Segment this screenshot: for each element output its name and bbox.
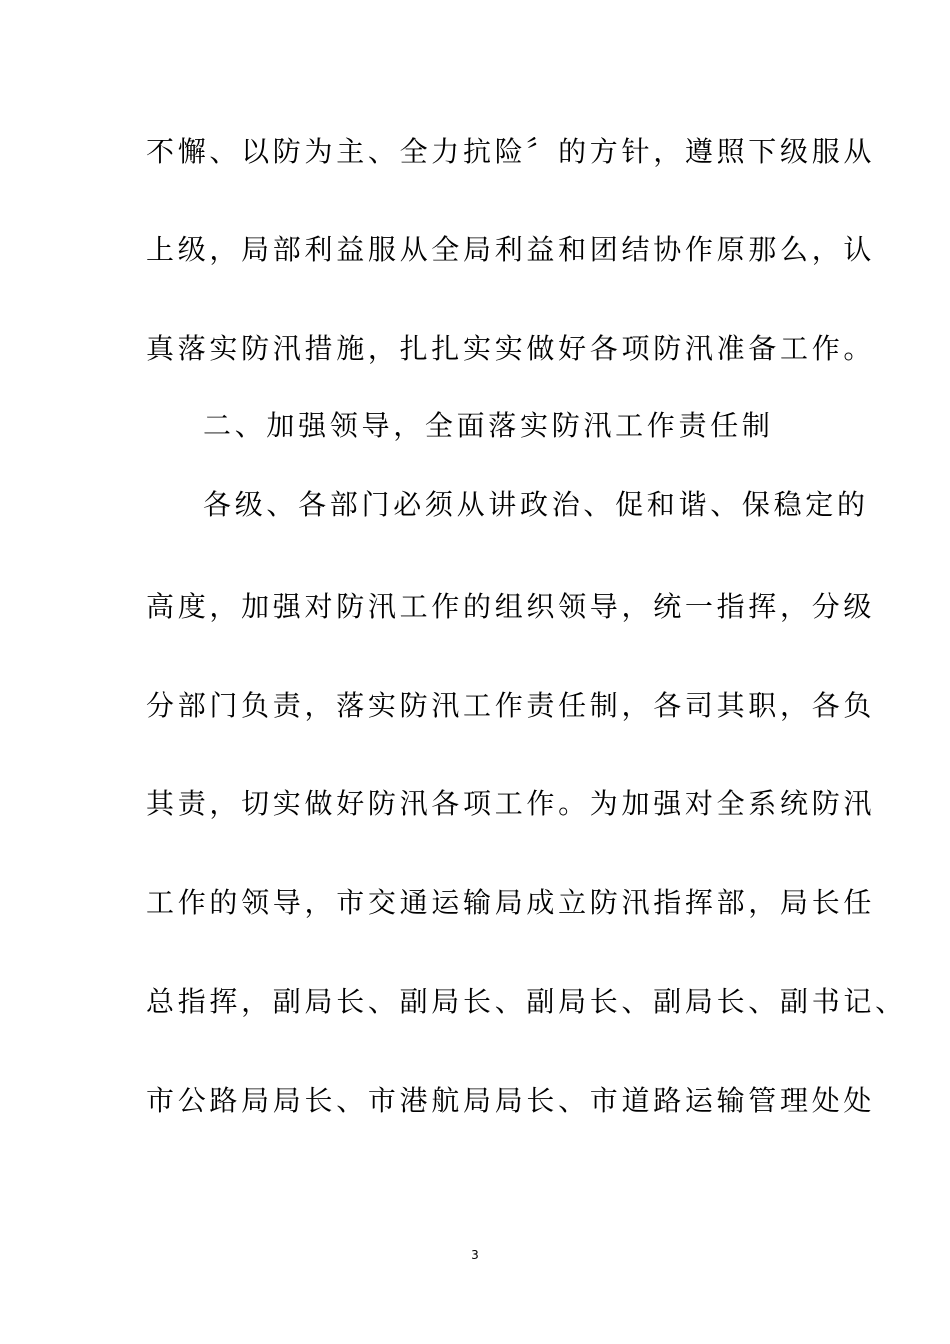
text-line-6: 高度，加强对防汛工作的组织领导，统一指挥，分级 bbox=[146, 590, 876, 623]
text-line-1: 不懈、以防为主、全力抗险〞的方针，遵照下级服从 bbox=[146, 135, 876, 168]
text-line-3: 真落实防汛措施，扎扎实实做好各项防汛准备工作。 bbox=[146, 332, 876, 365]
text-line-7: 分部门负责，落实防汛工作责任制，各司其职，各负 bbox=[146, 689, 876, 722]
text-line-10: 总指挥，副局长、副局长、副局长、副局长、副书记、 bbox=[146, 985, 907, 1018]
text-line-2: 上级，局部利益服从全局利益和团结协作原那么，认 bbox=[146, 233, 876, 266]
text-line-11: 市公路局局长、市港航局局长、市道路运输管理处处 bbox=[146, 1084, 876, 1117]
page-number: 3 bbox=[471, 1248, 479, 1262]
text-line-5: 各级、各部门必须从讲政治、促和谐、保稳定的 bbox=[203, 488, 869, 521]
section-heading: 二、加强领导，全面落实防汛工作责任制 bbox=[203, 409, 774, 442]
text-line-9: 工作的领导，市交通运输局成立防汛指挥部，局长任 bbox=[146, 886, 876, 919]
text-line-8: 其责，切实做好防汛各项工作。为加强对全系统防汛 bbox=[146, 787, 876, 820]
